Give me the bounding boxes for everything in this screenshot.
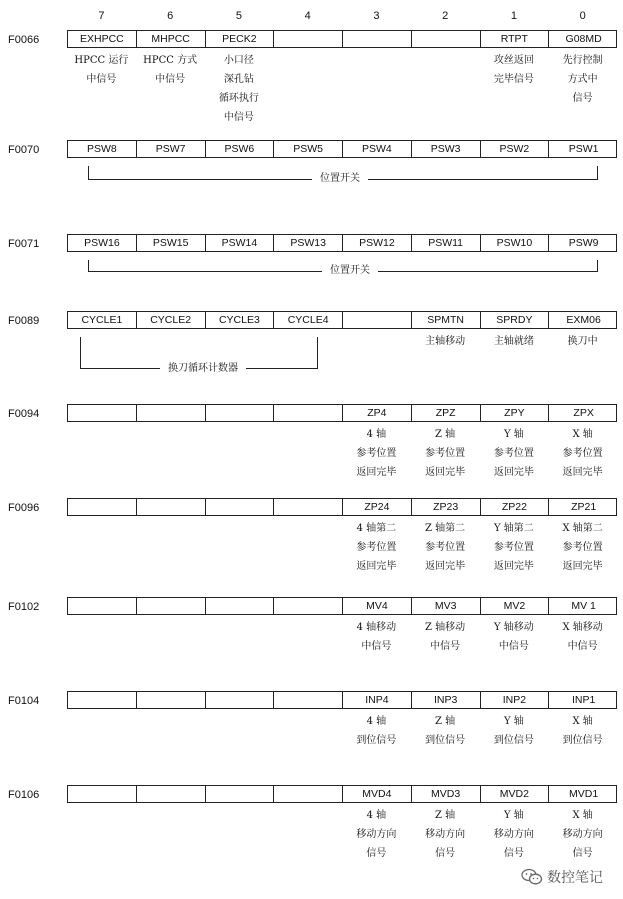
bit-cell (206, 499, 275, 515)
bit-description-line: 到位信号 (493, 735, 534, 746)
bit-description (342, 806, 411, 863)
bit-label: 4 (304, 10, 311, 22)
bit-cell (68, 786, 137, 802)
bit-description-line: 到位信号 (562, 735, 603, 746)
bit-cell (274, 598, 343, 614)
bit-description-line: 信号 (366, 848, 387, 859)
bit-description-line: 信号 (503, 848, 524, 859)
bit-description-line: X 轴第二 (562, 523, 603, 534)
bit-description (480, 618, 549, 656)
bit-description-line: 移动方向 (356, 829, 397, 840)
bit-description-line: X 轴移动 (562, 622, 603, 633)
bit-cell: ZP24 (343, 499, 412, 515)
bit-label: 5 (235, 10, 242, 22)
bit-description (480, 806, 549, 863)
bit-cell: CYCLE2 (137, 312, 206, 328)
bit-cell: PSW3 (412, 141, 481, 157)
bit-label: 2 (442, 10, 449, 22)
bit-cell: PSW10 (481, 235, 550, 251)
bit-description (411, 712, 480, 750)
bit-cell: ZP23 (412, 499, 481, 515)
bit-cell (137, 499, 206, 515)
bit-cell: MV2 (481, 598, 550, 614)
bit-description-line: 小口径 (223, 55, 254, 66)
bit-cell (206, 598, 275, 614)
bit-description-line: 循环执行 (218, 93, 259, 104)
bit-description (480, 712, 549, 750)
bit-description-line: Z 轴第二 (425, 523, 466, 534)
group-label: 位置开关 (312, 172, 368, 186)
register-bits (67, 140, 617, 158)
bit-description-line: 参考位置 (425, 448, 466, 459)
register-bits (67, 498, 617, 516)
bit-cell: RTPT (481, 31, 550, 47)
bit-cell: G08MD (565, 33, 602, 45)
bit-description (342, 425, 411, 482)
bit-description-line: 中信号 (498, 641, 529, 652)
bit-cell: ZPX (573, 407, 594, 419)
bit-description-line: 主轴移动 (425, 336, 466, 347)
register-address: F0106 (8, 789, 40, 801)
bit-cell (274, 31, 343, 47)
bit-cell: PSW14 (206, 235, 275, 251)
register-bits (67, 234, 617, 252)
wechat-icon (521, 868, 543, 886)
bit-cell: PSW11 (412, 235, 481, 251)
bit-label: 7 (98, 10, 105, 22)
bit-cell: MV 1 (571, 600, 596, 612)
bit-cell: MHPCC (137, 31, 206, 47)
bit-description-line: 信号 (572, 848, 593, 859)
bit-description (548, 712, 617, 750)
bit-cell: PSW12 (343, 235, 412, 251)
register-bits (67, 30, 617, 48)
bit-description-line: 参考位置 (493, 448, 534, 459)
bit-description-line: 移动方向 (425, 829, 466, 840)
bit-description-line: Y 轴移动 (493, 622, 534, 633)
bit-description-line: 返回完毕 (425, 467, 466, 478)
bit-description-line: Y 轴 (503, 716, 524, 727)
bit-description-line: 移动方向 (493, 829, 534, 840)
register-bits (67, 311, 617, 329)
bit-cell: ZPY (481, 405, 550, 421)
bit-description-line: X 轴 (572, 810, 593, 821)
group-label: 位置开关 (322, 264, 378, 278)
bit-description-line: Z 轴 (435, 810, 456, 821)
register-address: F0089 (8, 315, 40, 327)
group-label: 换刀循环计数器 (160, 362, 246, 376)
bit-cell: EXM06 (566, 314, 601, 326)
bit-description-line: 4 轴 (366, 716, 387, 727)
bit-header (67, 10, 617, 26)
bit-cell: MV3 (412, 598, 481, 614)
register-address: F0102 (8, 601, 40, 613)
bit-description (411, 332, 480, 351)
bit-cell (274, 405, 343, 421)
bit-description-line: 中信号 (86, 74, 117, 85)
bit-label: 0 (579, 10, 586, 22)
register-bits (67, 597, 617, 615)
bit-cell (412, 31, 481, 47)
bit-description (342, 618, 411, 656)
bit-cell (274, 692, 343, 708)
bit-description-line: 4 轴移动 (356, 622, 397, 633)
bit-description-line: 4 轴 (366, 429, 387, 440)
bit-description-line: 方式中 (567, 74, 598, 85)
bit-description (548, 519, 617, 576)
bit-description-line: 中信号 (430, 641, 461, 652)
bit-cell: CYCLE1 (68, 312, 137, 328)
bit-cell (206, 405, 275, 421)
bit-description-line: 攻丝返回 (493, 55, 534, 66)
register-bits (67, 404, 617, 422)
bit-cell (68, 598, 137, 614)
bit-description-line: 参考位置 (562, 448, 603, 459)
register-address: F0066 (8, 34, 40, 46)
bit-description (67, 51, 136, 89)
bit-cell: ZP22 (481, 499, 550, 515)
bit-description-line: 信号 (435, 848, 456, 859)
bit-cell: PSW5 (274, 141, 343, 157)
bit-description (480, 332, 549, 351)
bit-description-line: 返回完毕 (356, 467, 397, 478)
bit-description-line: Z 轴 (435, 429, 456, 440)
bit-description (480, 425, 549, 482)
bit-cell: ZP4 (343, 405, 412, 421)
bit-description-line: X 轴 (572, 716, 593, 727)
bit-description-line: Y 轴 (503, 429, 524, 440)
register-address: F0096 (8, 502, 40, 514)
bit-description-line: 中信号 (155, 74, 186, 85)
bit-cell: ZP21 (571, 501, 597, 513)
watermark (521, 867, 603, 887)
bit-cell: INP4 (343, 692, 412, 708)
bit-description-line: 换刀中 (567, 336, 598, 347)
bit-description (548, 332, 617, 351)
bit-description (205, 51, 274, 127)
bit-description-line: Y 轴 (503, 810, 524, 821)
register-bits (67, 691, 617, 709)
bit-description-line: 返回完毕 (493, 467, 534, 478)
bit-description-line: 4 轴 (366, 810, 387, 821)
bit-cell: INP1 (571, 694, 596, 706)
bit-description (411, 618, 480, 656)
bit-label: 6 (167, 10, 174, 22)
bit-cell: MVD2 (481, 786, 550, 802)
bit-description-line: 到位信号 (425, 735, 466, 746)
bit-cell (137, 692, 206, 708)
bit-description (411, 806, 480, 863)
bit-cell (137, 405, 206, 421)
bit-description-line: 移动方向 (562, 829, 603, 840)
bit-description-line: 参考位置 (356, 542, 397, 553)
bit-cell (137, 786, 206, 802)
bit-cell (206, 786, 275, 802)
bit-cell: MVD3 (412, 786, 481, 802)
bit-description-line: 中信号 (567, 641, 598, 652)
bit-description-line: 信号 (572, 93, 593, 104)
register-address: F0070 (8, 144, 40, 156)
bit-cell (343, 312, 412, 328)
bit-cell: PSW7 (137, 141, 206, 157)
bit-cell (206, 692, 275, 708)
bit-cell: PECK2 (206, 31, 275, 47)
bit-description-line: 返回完毕 (356, 561, 397, 572)
bit-cell: CYCLE4 (274, 312, 343, 328)
bit-description-line: 参考位置 (425, 542, 466, 553)
bit-cell: EXHPCC (68, 31, 137, 47)
bit-cell: PSW1 (568, 143, 599, 155)
bit-description-line: 中信号 (223, 112, 254, 123)
bit-cell: MVD4 (343, 786, 412, 802)
bit-cell (274, 786, 343, 802)
bit-description-line: 参考位置 (493, 542, 534, 553)
bit-description (480, 519, 549, 576)
bit-description-line: 深孔钻 (223, 74, 254, 85)
bit-description (480, 51, 549, 89)
bit-description-line: 中信号 (361, 641, 392, 652)
register-bits (67, 785, 617, 803)
bit-description-line: 4 轴第二 (356, 523, 397, 534)
register-address: F0094 (8, 408, 40, 420)
bit-cell: PSW9 (568, 237, 599, 249)
bit-description-line: 参考位置 (562, 542, 603, 553)
bit-cell: ZPZ (412, 405, 481, 421)
register-address: F0071 (8, 238, 40, 250)
bit-description-line: 完毕信号 (493, 74, 534, 85)
bit-description-line: Y 轴第二 (493, 523, 534, 534)
bit-description-line: 返回完毕 (562, 561, 603, 572)
watermark-text: 数控笔记 (547, 870, 603, 886)
bit-cell: MV4 (343, 598, 412, 614)
bit-cell (274, 499, 343, 515)
bit-description (548, 806, 617, 863)
bit-description (342, 519, 411, 576)
bit-cell: PSW8 (68, 141, 137, 157)
bit-description-line: 主轴就绪 (493, 336, 534, 347)
bit-description-line: 返回完毕 (493, 561, 534, 572)
bit-cell: PSW13 (274, 235, 343, 251)
bit-description (411, 519, 480, 576)
bit-cell (137, 598, 206, 614)
bit-cell (68, 499, 137, 515)
bit-description (548, 51, 617, 108)
bit-description-line: HPCC 方式 (143, 55, 198, 66)
bit-cell: INP3 (412, 692, 481, 708)
bit-cell: SPMTN (412, 312, 481, 328)
bit-description-line: HPCC 运行 (74, 55, 129, 66)
bit-description-line: 到位信号 (356, 735, 397, 746)
bit-description-line: Z 轴移动 (425, 622, 466, 633)
bit-cell: SPRDY (481, 312, 550, 328)
bit-cell (68, 692, 137, 708)
bit-cell (343, 31, 412, 47)
bit-description (136, 51, 205, 89)
register-address: F0104 (8, 695, 40, 707)
bit-description (548, 425, 617, 482)
bit-description-line: 返回完毕 (425, 561, 466, 572)
bit-description-line: 先行控制 (562, 55, 603, 66)
bit-description (342, 712, 411, 750)
bit-cell: MVD1 (569, 788, 599, 800)
bit-label: 1 (510, 10, 517, 22)
bit-description-line: 返回完毕 (562, 467, 603, 478)
bit-cell: PSW6 (206, 141, 275, 157)
bit-cell: CYCLE3 (206, 312, 275, 328)
bit-description-line: Z 轴 (435, 716, 456, 727)
bit-description-line: X 轴 (572, 429, 593, 440)
bit-description-line: 参考位置 (356, 448, 397, 459)
bit-description (411, 425, 480, 482)
bit-cell: PSW2 (481, 141, 550, 157)
bit-cell: PSW15 (137, 235, 206, 251)
bit-cell: PSW16 (68, 235, 137, 251)
bit-cell: PSW4 (343, 141, 412, 157)
bit-cell: INP2 (481, 692, 550, 708)
bit-cell (68, 405, 137, 421)
bit-description (548, 618, 617, 656)
bit-label: 3 (373, 10, 380, 22)
